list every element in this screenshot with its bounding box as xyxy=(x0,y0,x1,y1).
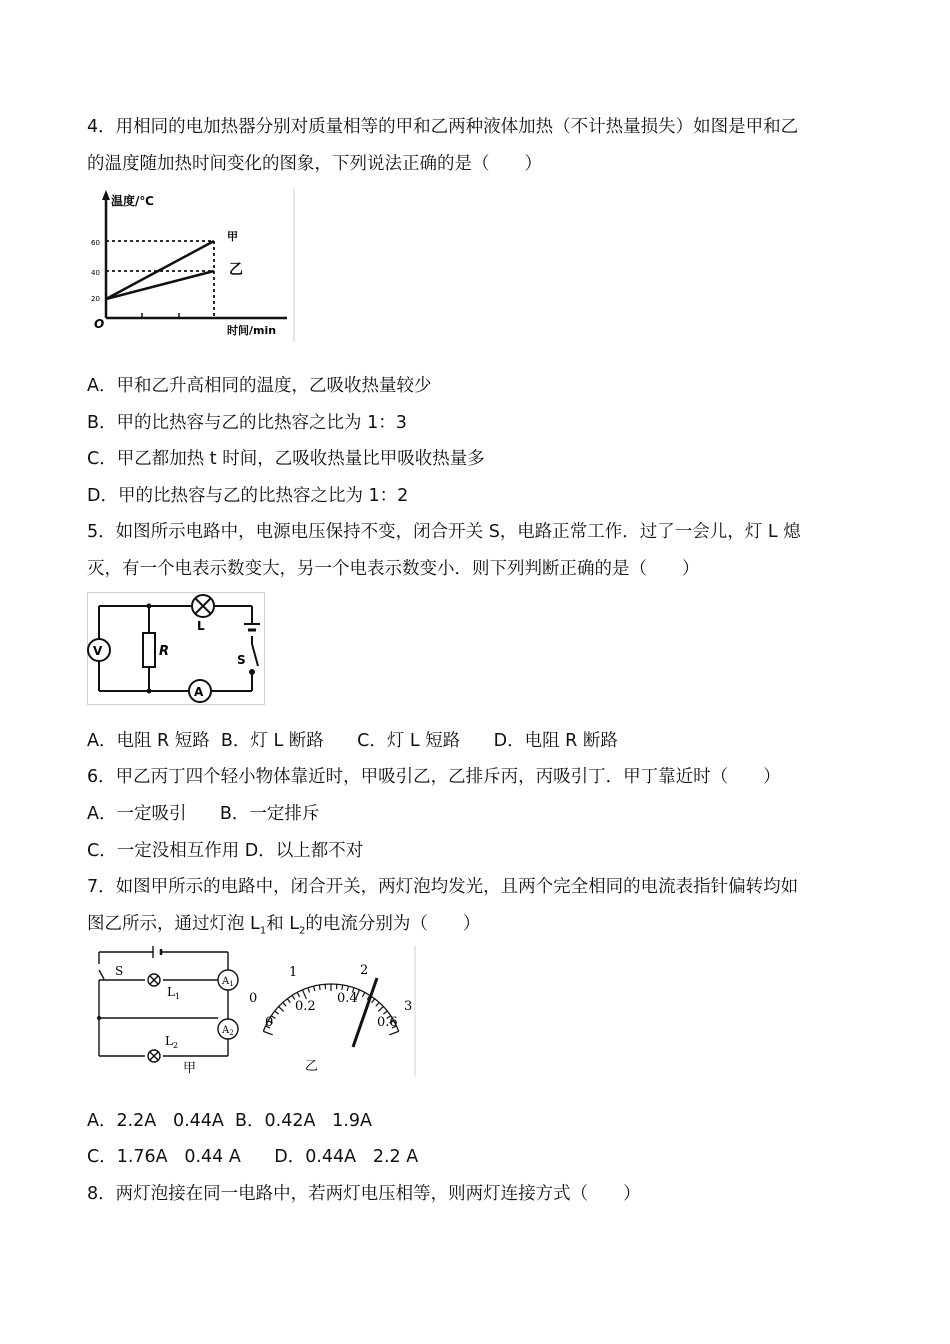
dial-tick xyxy=(287,999,290,1003)
dial-upper-3: 3 xyxy=(404,999,413,1014)
label-yi: 乙 xyxy=(229,262,243,278)
voltmeter-label: V xyxy=(93,644,103,658)
ammeter-label: A xyxy=(194,685,204,699)
y-tick-20: 20 xyxy=(91,295,100,303)
q5-options: A．电阻 R 短路 B．灯 L 断路 C．灯 L 短路 D．电阻 R 断路 xyxy=(87,731,618,751)
dial-lower-0.6: 0.6 xyxy=(377,1015,398,1030)
x-axis-label: 时间/min xyxy=(227,324,277,337)
dial-lower-0.4: 0.4 xyxy=(337,991,358,1006)
q7-caption-jia: 甲 xyxy=(183,1061,197,1076)
q4-temperature-graph xyxy=(87,188,297,342)
q4-option-c: C．甲乙都加热 t 时间，乙吸收热量比甲吸收热量多 xyxy=(87,449,485,469)
dial-tick xyxy=(342,985,343,990)
dial-tick xyxy=(319,985,320,990)
dial-tick xyxy=(283,1002,286,1006)
q4-stem-line2: 的温度随加热时间变化的图象，下列说法正确的是（ ） xyxy=(87,154,542,174)
lamp-label: L xyxy=(197,619,205,633)
origin-label: O xyxy=(94,317,105,331)
q7-caption-yi: 乙 xyxy=(305,1059,319,1074)
dial-tick xyxy=(383,1011,387,1014)
y-tick-60: 60 xyxy=(91,239,100,247)
dial-tick xyxy=(362,992,364,996)
dial-tick xyxy=(308,988,310,993)
dial-tick xyxy=(378,1007,383,1012)
dial-tick xyxy=(376,1002,379,1006)
dial-tick xyxy=(302,990,306,999)
q4-option-d: D．甲的比热容与乙的比热容之比为 1：2 xyxy=(87,486,409,506)
dial-tick xyxy=(372,999,375,1003)
q7-circuit-and-ammeter-figure xyxy=(87,946,419,1076)
q5-circuit-diagram xyxy=(87,592,267,706)
y-tick-40: 40 xyxy=(91,269,100,277)
y-axis-label: 温度/℃ xyxy=(111,194,154,208)
dial-tick xyxy=(389,1031,398,1034)
q6-stem: 6．甲乙丙丁四个轻小物体靠近时，甲吸引乙，乙排斥丙，丙吸引丁．甲丁靠近时（ ） xyxy=(87,767,781,787)
switch-label: S xyxy=(237,653,246,667)
dial-upper-1: 1 xyxy=(289,965,298,980)
label-jia: 甲 xyxy=(227,230,238,243)
q7-ammeter2-label: $A_2$ xyxy=(222,1025,234,1037)
q7-lamp1-label: $L_1$ xyxy=(167,985,181,1001)
line-yi xyxy=(106,271,214,299)
dial-upper-2: 2 xyxy=(360,963,369,978)
q7-lamp2-label: $L_2$ xyxy=(165,1034,179,1050)
dial-tick xyxy=(263,1031,272,1034)
q7-sub-2: 2 xyxy=(299,925,306,937)
q7-options-line2: C．1.76A 0.44 A D．0.44A 2.2 A xyxy=(87,1147,419,1167)
q5-stem-line2: 灭，有一个电表示数变大，另一个电表示数变小．则下列判断正确的是（ ） xyxy=(87,559,700,579)
q7-options-line1: A．2.2A 0.44A B．0.42A 1.9A xyxy=(87,1111,372,1131)
q4-option-a: A．甲和乙升高相同的温度，乙吸收热量较少 xyxy=(87,376,432,396)
q6-options-line2: C．一定没相互作用 D．以上都不对 xyxy=(87,841,364,861)
q8-stem: 8．两灯泡接在同一电路中，若两灯电压相等，则两灯连接方式（ ） xyxy=(87,1184,641,1204)
q5-stem-line1: 5．如图所示电路中，电源电压保持不变，闭合开关 S，电路正常工作．过了一会儿，灯 L 熄 xyxy=(87,522,801,542)
q7-ammeter1-label: $A_1$ xyxy=(222,976,234,988)
q7-stem-line1: 7．如图甲所示的电路中，闭合开关，两灯泡均发光，且两个完全相同的电流表指针偏转均如 xyxy=(87,877,799,897)
resistor-label: R xyxy=(159,644,170,659)
q6-options-line1: A．一定吸引 B．一定排斥 xyxy=(87,804,320,824)
q4-option-b: B．甲的比热容与乙的比热容之比为 1：3 xyxy=(87,413,407,433)
q7-stem-line2: 图乙所示，通过灯泡 $L_1$和 $L_2$的电流分别为（ ） xyxy=(87,914,481,937)
dial-tick xyxy=(314,986,315,991)
q7-sub-1: 1 xyxy=(259,925,267,937)
line-jia xyxy=(106,241,214,299)
q4-stem-line1: 4．用相同的电加热器分别对质量相等的甲和乙两种液体加热（不计热量损失）如图是甲和乙 xyxy=(87,117,799,137)
dial-tick xyxy=(297,992,299,996)
dial-tick xyxy=(279,1007,284,1012)
dial-lower-0: 0 xyxy=(265,1015,274,1030)
dial-tick xyxy=(275,1011,279,1014)
dial-upper-0: 0 xyxy=(249,991,258,1006)
dial-lower-0.2: 0.2 xyxy=(295,999,316,1014)
q7-switch-label: S xyxy=(115,964,124,978)
